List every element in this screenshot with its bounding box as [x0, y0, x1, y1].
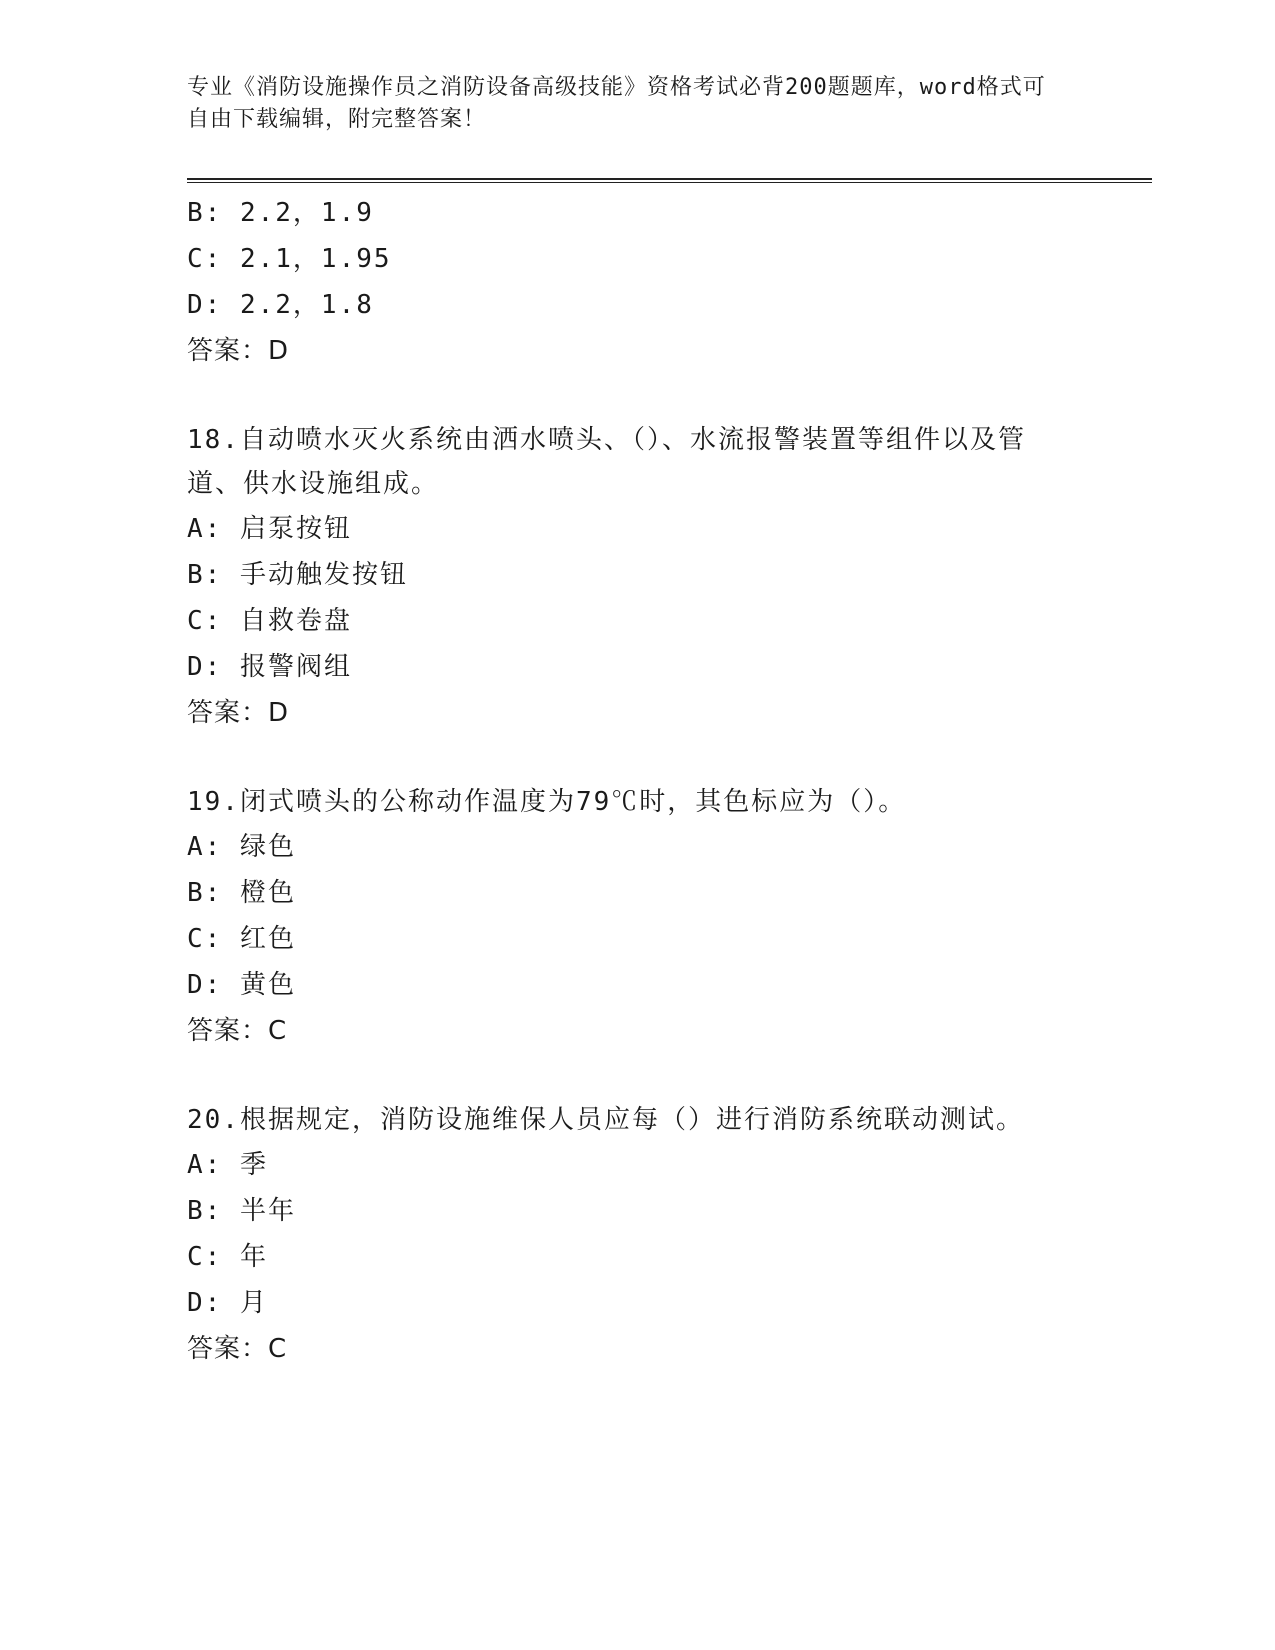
option-c: C: 2.1，1.95 — [187, 244, 392, 274]
question-stem: 19.闭式喷头的公称动作温度为79℃时，其色标应为（）。 — [187, 787, 907, 817]
question-20 — [187, 1098, 1067, 1372]
option-a: A: 启泵按钮 — [187, 514, 352, 544]
option-d: D: 月 — [187, 1288, 268, 1318]
option-c: C: 年 — [187, 1242, 268, 1272]
question-stem: 20.根据规定，消防设施维保人员应每（）进行消防系统联动测试。 — [187, 1105, 1024, 1135]
question-list — [187, 190, 1087, 1372]
question-17-partial — [187, 190, 1087, 374]
option-b: B: 橙色 — [187, 878, 296, 908]
option-b: B: 半年 — [187, 1196, 296, 1226]
header-divider — [187, 178, 1152, 183]
question-stem: 18.自动喷水灭火系统由洒水喷头、（）、水流报警装置等组件以及管道、供水设施组成。 — [187, 425, 1026, 499]
option-c: C: 自救卷盘 — [187, 606, 352, 636]
question-19 — [187, 780, 1067, 1054]
question-18 — [187, 418, 1067, 736]
option-d: D: 2.2，1.8 — [187, 290, 374, 320]
option-d: D: 黄色 — [187, 970, 296, 1000]
answer-line: 答案：C — [187, 1016, 288, 1046]
option-a: A: 季 — [187, 1150, 268, 1180]
answer-line: 答案：D — [187, 336, 290, 366]
option-c: C: 红色 — [187, 924, 296, 954]
option-b: B: 手动触发按钮 — [187, 560, 408, 590]
answer-line: 答案：C — [187, 1334, 288, 1364]
option-b: B: 2.2，1.9 — [187, 198, 374, 228]
document-header: 专业《消防设施操作员之消防设备高级技能》资格考试必背200题题库，word格式可自由下载编辑，附完整答案！ — [187, 75, 1046, 132]
option-d: D: 报警阀组 — [187, 652, 352, 682]
option-a: A: 绿色 — [187, 832, 296, 862]
answer-line: 答案：D — [187, 698, 290, 728]
